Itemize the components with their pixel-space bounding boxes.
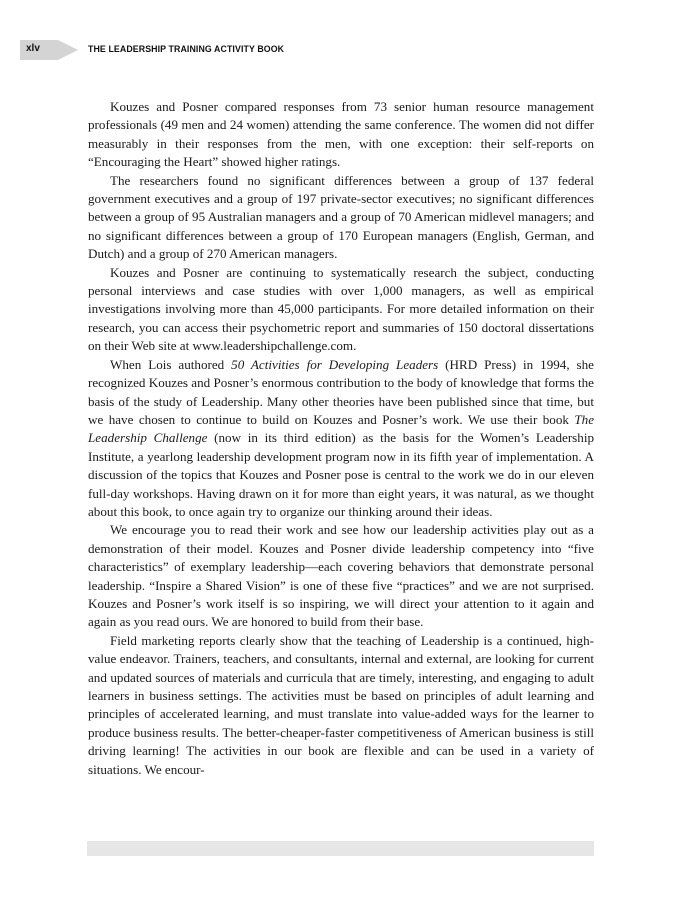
paragraph-1: Kouzes and Posner compared responses from 73 senior human resource management professionals (49 men and 24 women) attending the same conference. The women did not differ measurably in their responses from the men, with one exception: their self-reports on “Encouraging the Heart” showed higher ratings.: [88, 99, 594, 170]
page-header: [20, 40, 620, 60]
book-title-50-activities: 50 Activities for Developing Leaders: [231, 356, 439, 372]
paragraph-4: [88, 356, 594, 522]
body-text: [88, 98, 594, 779]
running-head: THE LEADERSHIP TRAINING ACTIVITY BOOK: [88, 44, 285, 54]
page-number: xlv: [26, 43, 40, 54]
paragraph-4-part-a: When Lois authored: [110, 356, 232, 372]
paragraph-4-part-b: (HRD Press) in 1994, she recognized Kouzes and Posner’s enormous contribution to the body of knowledge that forms the basis of the study of Leadership. Many other theories have been published since that time, but we have chosen to continue to build on Kouzes and Posner’s work. We use their book: [88, 356, 594, 427]
paragraph-5: We encourage you to read their work and see how our leadership activities play out as a demonstration of their model. Kouzes and Posner divide leadership competency into “five characteristics” of exemplary leadership—each covering behaviors that demonstrate personal leadership. “Inspire a Shared Vision” is one of these five “practices” and we are not surprised. Kouzes and Posner’s work itself is so inspiring, we will direct your attention to it again and again as you read ours. We are honored to build from their base.: [88, 522, 594, 630]
book-title-leadership-challenge: The Leadership Challenge: [88, 411, 594, 446]
paragraph-3: Kouzes and Posner are continuing to systematically research the subject, conducting personal interviews and case studies with over 1,000 managers, as well as empirical investigations involving more than 45,000 participants. For more detailed information on their research, you can access their psychometric report and summaries of 150 doctoral dissertations on their Web site at www.leadershipchallenge.com.: [88, 264, 594, 354]
paragraph-4-part-c: (now in its third edition) as the basis for the Women’s Leadership Institute, a yearlong leadership development program now in its fifth year of implementation. A discussion of the topics that Kouzes and Posner pose is central to the work we do in our eleven full-day workshops. Having drawn on it for more than eight years, it was natural, as we thought about this book, to once again try to organize our thinking around their ideas.: [88, 430, 595, 519]
paragraph-6: Field marketing reports clearly show that the teaching of Leadership is a continued, high-value endeavor. Trainers, teachers, and consultants, internal and external, are looking for current and updated sources of materials and curricula that are timely, interesting, and engaging to adult learners in business settings. The activities must be based on principles of adult learning and principles of accelerated learning, and must translate into value-added ways for the learner to produce business results. The better-cheaper-faster competitiveness of American business is still driving learning! The activities in our book are flexible and can be used in a variety of situations. We encour-: [88, 632, 594, 777]
footer-bar: [87, 841, 594, 856]
page-number-tab: [20, 40, 80, 60]
paragraph-2: The researchers found no significant differences between a group of 137 federal government executives and a group of 197 private-sector executives; no significant differences between a group of 95 Australian managers and a group of 70 American midlevel managers; and no significant differences between a group of 170 European managers (English, German, and Dutch) and a group of 270 American managers.: [88, 172, 594, 262]
